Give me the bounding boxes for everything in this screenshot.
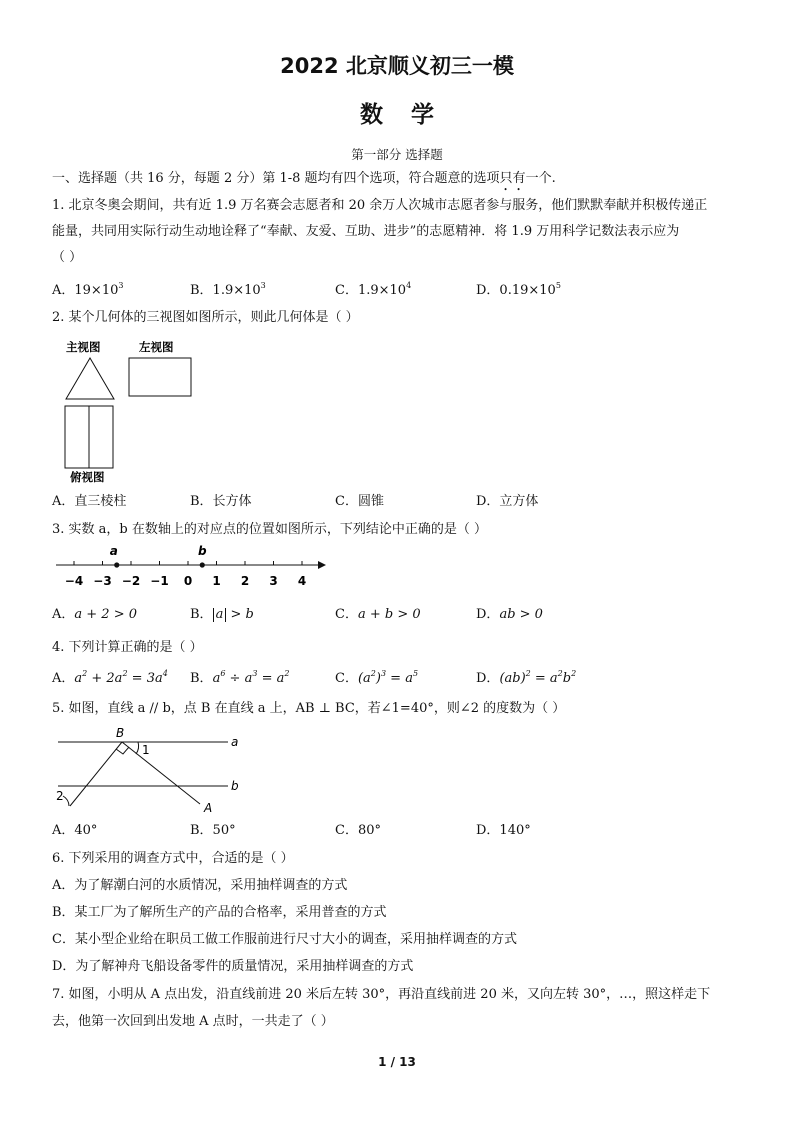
number-line-tick-label: −1 [150, 574, 169, 588]
q1-option-d: D．$0.19\times 10^5$ [476, 281, 561, 298]
emphasis-text: 只有 [499, 171, 526, 186]
top-view-label: 俯视图 [70, 470, 105, 484]
q5-stem: 5. 如图，直线 a // b，点 B 在直线 a 上，AB ⊥ BC，若∠1=40°，则∠2 的度数为（ ） [52, 701, 566, 716]
q7-line2: 去，他第一次回到出发地 A 点时，一共走了（ ） [52, 1014, 334, 1029]
q1-line3: （ ） [52, 250, 83, 265]
point-b-label: b [197, 544, 207, 558]
q5-option-b: B．50° [190, 823, 236, 838]
segment-ba [122, 742, 200, 804]
front-view-label: 主视图 [66, 340, 101, 354]
number-line-tick-label: 0 [183, 574, 193, 588]
angle-1-arc [136, 742, 139, 754]
q3-option-b: B． a > b [190, 607, 254, 622]
point-a-label: a [109, 544, 118, 558]
label-point-a: A [204, 801, 213, 814]
q6-option-b: B．某工厂为了解所生产的产品的合格率，采用普查的方式 [52, 905, 387, 920]
q1-option-c: C．$1.9\times 10^4$ [335, 281, 412, 298]
part-heading: 第一部分 选择题 [351, 147, 443, 162]
q3-option-a: A．a + 2 > 0 [52, 607, 137, 622]
q3-option-c: C．a + b > 0 [335, 607, 421, 622]
q1-option-a: A．$19\times 10^3$ [52, 281, 124, 298]
parallel-lines-figure [52, 724, 252, 814]
label-angle-1: 1 [142, 743, 150, 757]
subject-title: 数学 [360, 102, 462, 128]
number-line-tick-label: 2 [240, 574, 250, 588]
q2-option-d: D．立方体 [476, 494, 539, 509]
q7-line1: 7. 如图，小明从 A 点出发，沿直线前进 20 米后左转 30°，再沿直线前进 20 米，又向左转 30°，…，照这样走下 [52, 987, 711, 1002]
left-view-rectangle [129, 358, 191, 396]
q5-option-a: A．40° [52, 823, 98, 838]
number-line-figure [52, 541, 332, 593]
label-point-b: B [116, 726, 125, 740]
point-b-marker [200, 562, 205, 567]
number-line-arrow [318, 561, 326, 569]
q2-option-b: B．长方体 [190, 494, 252, 509]
number-line-tick-label: 3 [269, 574, 278, 588]
q4-option-b: B．$a^6 \div a^3 = a^2$ [190, 669, 290, 686]
q2-option-a: A．直三棱柱 [52, 494, 127, 509]
q6-option-c: C．某小型企业给在职员工做工作服前进行尺寸大小的调查，采用抽样调查的方式 [52, 932, 517, 947]
page-number: 1 / 13 [378, 1055, 416, 1069]
q6-option-a: A．为了解潮白河的水质情况，采用抽样调查的方式 [52, 878, 348, 893]
q4-option-d: D．$(ab)^2 = a^2b^2$ [476, 669, 577, 686]
q4-option-a: A．$a^2 + 2a^2 = 3a^4$ [52, 669, 168, 686]
section-intro: 一、选择题（共 16 分，每题 2 分）第 1-8 题均有四个选项，符合题意的选项只有一个. [52, 171, 556, 186]
q5-option-c: C．80° [335, 823, 381, 838]
number-line-tick-label: 1 [212, 574, 221, 588]
q4-option-c: C．$(a^2)^3 = a^5$ [335, 669, 419, 686]
front-view-triangle [66, 358, 114, 399]
number-line-tick-label: −3 [93, 574, 112, 588]
q1-line2: 能量，共同用实际行动生动地诠释了“奉献、友爱、互助、进步”的志愿精神．将 1.9 万用科学记数法表示应为 [52, 224, 680, 239]
q4-stem: 4. 下列计算正确的是（ ） [52, 640, 203, 655]
q6-stem: 6. 下列采用的调查方式中，合适的是（ ） [52, 851, 294, 866]
q2-option-c: C．圆锥 [335, 494, 384, 509]
exam-title: 2022 北京顺义初三一模 [280, 54, 514, 78]
number-line-tick-label: −2 [121, 574, 141, 588]
label-line-b: b [231, 779, 239, 793]
number-line-tick-label: −4 [64, 574, 84, 588]
right-angle-mark [116, 747, 129, 754]
q3-stem: 3. 实数 a，b 在数轴上的对应点的位置如图所示，下列结论中正确的是（ ） [52, 522, 488, 537]
point-a-marker [114, 562, 119, 567]
angle-2-arc [63, 796, 69, 806]
q6-option-d: D．为了解神舟飞船设备零件的质量情况，采用抽样调查的方式 [52, 959, 414, 974]
q5-option-d: D．140° [476, 823, 531, 838]
segment-bc [70, 742, 122, 806]
q2-stem: 2. 某个几何体的三视图如图所示，则此几何体是（ ） [52, 310, 359, 325]
label-line-a: a [231, 735, 239, 749]
q1-line1: 1. 北京冬奥会期间，共有近 1.9 万名赛会志愿者和 20 余万人次城市志愿者参与服务，他们默默奉献并积极传递正 [52, 198, 708, 213]
number-line-tick-label: 4 [297, 574, 307, 588]
three-views-figure [55, 336, 205, 486]
q3-option-d: D．ab > 0 [476, 607, 543, 622]
left-view-label: 左视图 [139, 340, 174, 354]
label-angle-2: 2 [56, 789, 64, 803]
q1-option-b: B．$1.9\times 10^3$ [190, 281, 266, 298]
